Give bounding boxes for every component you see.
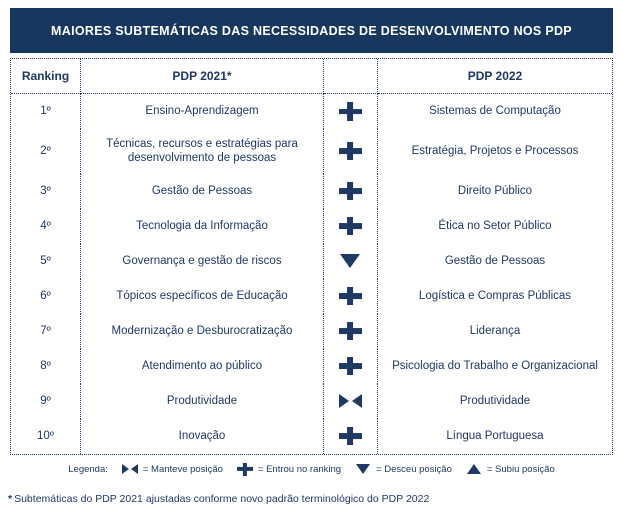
pdp2021-cell: Ensino-Aprendizagem: [81, 94, 324, 129]
pdp2022-cell: Produtividade: [459, 395, 531, 408]
pdp2022-cell: Liderança: [469, 325, 521, 338]
pdp2021-cell: Gestão de Pessoas: [81, 174, 324, 209]
legend: [0, 463, 623, 476]
plus-icon: [339, 102, 361, 120]
plus-icon: [339, 217, 361, 235]
trend-cell: [324, 384, 378, 419]
legend-item-text: = Entrou no ranking: [257, 463, 342, 475]
pdp2021-cell: Inovação: [81, 419, 324, 454]
pdp2022-cell: Direito Público: [457, 185, 533, 198]
footnote: [8, 493, 613, 505]
trend-cell: [324, 94, 378, 129]
pdp2021-cell: Atendimento ao público: [81, 349, 324, 384]
plus-icon: [339, 427, 361, 445]
pdp2022-cell: Psicologia do Trabalho e Organizacional: [392, 360, 598, 373]
rank-cell: 9º: [11, 384, 81, 419]
pdp2021-cell: Tópicos específicos de Educação: [81, 279, 324, 314]
rank-cell: 5º: [11, 244, 81, 279]
bowtie-icon: [339, 392, 361, 410]
pdp2021-cell: Tecnologia da Informação: [81, 209, 324, 244]
pdp2021-cell: Produtividade: [81, 384, 324, 419]
plus-icon: [339, 322, 361, 340]
plus-icon: [339, 357, 361, 375]
pdp2021-cell: Técnicas, recursos e estratégias para desenvolvimento de pessoas: [81, 129, 324, 174]
footnote-text: Subtemáticas do PDP 2021 ajustadas conforme novo padrão terminológico do PDP 2022: [14, 492, 430, 505]
trend-cell: [324, 349, 378, 384]
down-triangle-icon: [355, 463, 371, 476]
legend-item-text: = Desceu posição: [376, 463, 452, 475]
legend-item-entrou: [237, 463, 341, 476]
plus-icon: [339, 142, 361, 160]
rank-cell: 7º: [11, 314, 81, 349]
trend-cell: [324, 209, 378, 244]
column-header-pdp2022: PDP 2022: [378, 59, 612, 94]
page-title: MAIORES SUBTEMÁTICAS DAS NECESSIDADES DE DESENVOLVIMENTO NOS PDP: [51, 23, 572, 38]
rank-cell: 1º: [11, 94, 81, 129]
rank-cell: 3º: [11, 174, 81, 209]
plus-icon: [339, 287, 361, 305]
trend-cell: [324, 244, 378, 279]
column-header-trend: [324, 59, 378, 94]
legend-item-desceu: [355, 463, 452, 476]
pdp2021-cell: Modernização e Desburocratização: [81, 314, 324, 349]
pdp2022-cell: Língua Portuguesa: [446, 430, 544, 443]
pdp2022-cell: Ética no Setor Público: [438, 220, 552, 233]
legend-item-text: = Subiu posição: [486, 463, 555, 475]
title-banner: [10, 8, 613, 53]
pdp2022-cell: Logística e Compras Públicas: [418, 290, 572, 303]
rank-cell: 10º: [11, 419, 81, 454]
trend-cell: [324, 174, 378, 209]
plus-icon: [237, 463, 253, 476]
pdp2022-cell: Sistemas de Computação: [429, 105, 561, 118]
plus-icon: [339, 182, 361, 200]
up-triangle-icon: [466, 463, 482, 476]
legend-item-text: = Manteve posição: [142, 463, 223, 475]
rank-cell: 4º: [11, 209, 81, 244]
trend-cell: [324, 419, 378, 454]
trend-cell: [324, 279, 378, 314]
column-header-ranking: Ranking: [11, 59, 81, 94]
rank-cell: 8º: [11, 349, 81, 384]
pdp2022-cell: Estratégia, Projetos e Processos: [411, 145, 579, 158]
pdp2021-cell: Governança e gestão de riscos: [81, 244, 324, 279]
down-triangle-icon: [339, 252, 361, 270]
legend-item-subiu: [466, 463, 555, 476]
pdp2022-cell: Gestão de Pessoas: [444, 255, 546, 268]
trend-cell: [324, 129, 378, 174]
legend-item-manteve: [122, 463, 223, 476]
legend-label: Legenda:: [68, 463, 108, 475]
rank-cell: 2º: [11, 129, 81, 174]
rank-cell: 6º: [11, 279, 81, 314]
ranking-table: [10, 58, 613, 455]
footnote-asterisk: *: [8, 492, 13, 505]
bowtie-icon: [122, 463, 138, 476]
trend-cell: [324, 314, 378, 349]
column-header-pdp2021: PDP 2021*: [81, 59, 324, 94]
